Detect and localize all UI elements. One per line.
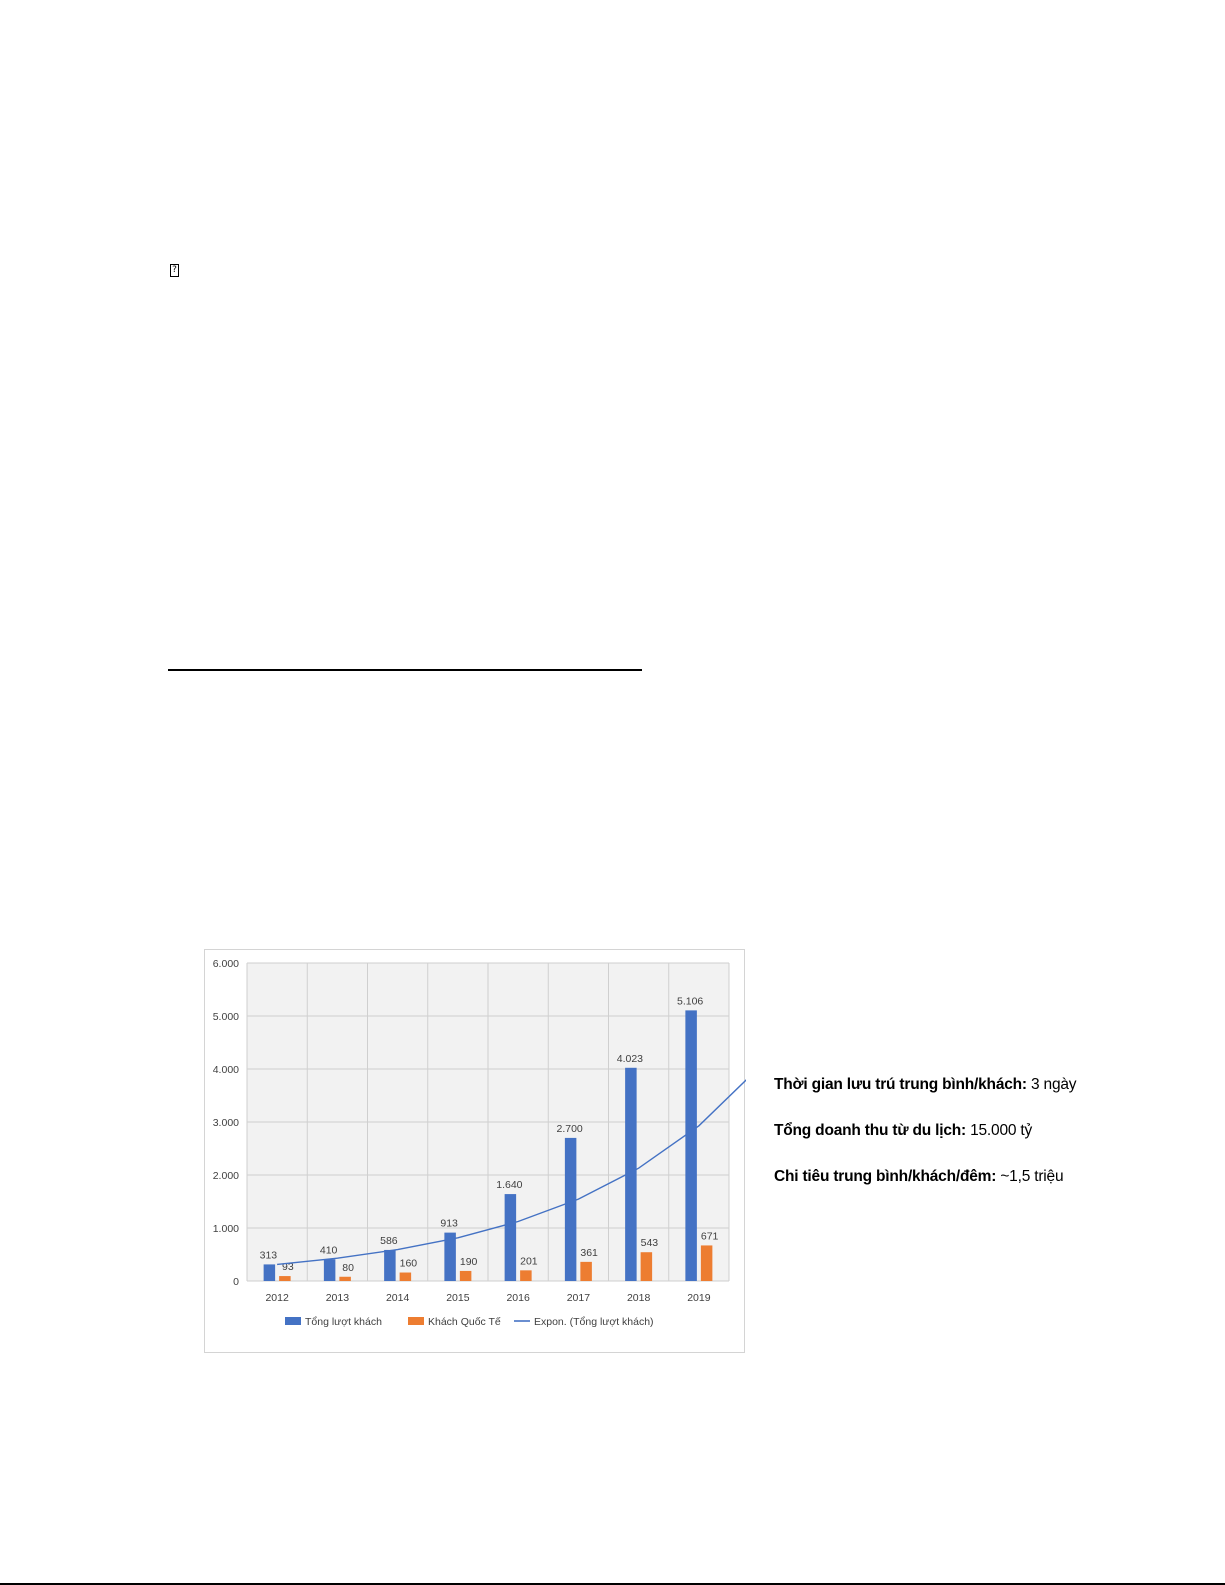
bar-tong-luot-khach bbox=[685, 1010, 697, 1281]
note-value: 15.000 tỷ bbox=[970, 1122, 1033, 1139]
bar-tong-luot-khach bbox=[324, 1259, 336, 1281]
data-label-khach-quoc-te: 190 bbox=[459, 1255, 478, 1268]
data-label-khach-quoc-te: 80 bbox=[342, 1261, 354, 1274]
bar-khach-quoc-te bbox=[520, 1270, 532, 1281]
bar-tong-luot-khach bbox=[565, 1138, 577, 1281]
data-label-tong-luot-khach: 913 bbox=[440, 1217, 458, 1230]
legend-label-trendline: Expon. (Tổng lượt khách) bbox=[534, 1316, 654, 1328]
note-stay-duration bbox=[774, 1075, 1086, 1095]
note-value: 3 ngày bbox=[1031, 1076, 1077, 1093]
data-label-tong-luot-khach: 5.106 bbox=[676, 995, 704, 1008]
bar-tong-luot-khach bbox=[264, 1264, 276, 1281]
x-tick-label: 2012 bbox=[265, 1292, 289, 1304]
y-tick-label: 5.000 bbox=[212, 1011, 239, 1023]
x-tick-label: 2016 bbox=[506, 1292, 530, 1304]
summary-notes bbox=[774, 1075, 1086, 1213]
y-tick-label: 0 bbox=[233, 1276, 239, 1288]
bar-khach-quoc-te bbox=[641, 1252, 653, 1281]
y-tick-label: 3.000 bbox=[212, 1117, 239, 1129]
data-label-khach-quoc-te: 93 bbox=[282, 1261, 294, 1274]
note-label: Tổng doanh thu từ du lịch: bbox=[774, 1122, 966, 1139]
data-label-khach-quoc-te: 361 bbox=[580, 1246, 598, 1259]
y-tick-label: 4.000 bbox=[212, 1064, 239, 1076]
data-label-khach-quoc-te: 671 bbox=[700, 1230, 719, 1243]
legend-label-tong-luot-khach: Tổng lượt khách bbox=[305, 1316, 382, 1328]
missing-glyph-box: ? bbox=[170, 264, 179, 277]
data-label-khach-quoc-te: 201 bbox=[520, 1255, 538, 1268]
data-label-tong-luot-khach: 4.023 bbox=[616, 1052, 644, 1065]
legend-swatch-tong-luot-khach bbox=[285, 1317, 301, 1325]
bar-tong-luot-khach bbox=[505, 1194, 517, 1281]
note-label: Thời gian lưu trú trung bình/khách: bbox=[774, 1076, 1027, 1093]
note-label: Chi tiêu trung bình/khách/đêm: bbox=[774, 1168, 997, 1185]
note-value: ~1,5 triệu bbox=[1000, 1168, 1064, 1185]
data-label-tong-luot-khach: 1.640 bbox=[496, 1179, 523, 1192]
x-tick-label: 2017 bbox=[566, 1292, 591, 1304]
tourism-figure bbox=[204, 949, 1086, 1353]
bar-tong-luot-khach bbox=[384, 1250, 396, 1281]
y-tick-label: 1.000 bbox=[212, 1223, 239, 1235]
data-label-tong-luot-khach: 2.700 bbox=[556, 1122, 583, 1135]
x-tick-label: 2018 bbox=[626, 1292, 651, 1304]
x-tick-label: 2014 bbox=[385, 1292, 410, 1304]
x-tick-label: 2015 bbox=[446, 1292, 470, 1304]
y-tick-label: 6.000 bbox=[212, 958, 239, 970]
bar-khach-quoc-te bbox=[279, 1276, 291, 1281]
legend-label-khach-quoc-te: Khách Quốc Tế bbox=[428, 1316, 501, 1328]
bar-khach-quoc-te bbox=[580, 1262, 592, 1281]
data-label-khach-quoc-te: 543 bbox=[640, 1237, 659, 1250]
bar-khach-quoc-te bbox=[701, 1245, 713, 1281]
visitor-bar-chart bbox=[205, 950, 746, 1354]
legend-swatch-khach-quoc-te bbox=[408, 1317, 424, 1325]
x-tick-label: 2013 bbox=[325, 1292, 350, 1304]
y-tick-label: 2.000 bbox=[212, 1170, 239, 1182]
bar-khach-quoc-te bbox=[460, 1271, 472, 1281]
bar-khach-quoc-te bbox=[400, 1273, 412, 1281]
bar-khach-quoc-te bbox=[339, 1277, 351, 1281]
data-label-tong-luot-khach: 410 bbox=[319, 1244, 338, 1257]
note-tourism-revenue bbox=[774, 1121, 1086, 1141]
data-label-tong-luot-khach: 586 bbox=[380, 1234, 398, 1247]
data-label-tong-luot-khach: 313 bbox=[259, 1249, 278, 1262]
x-tick-label: 2019 bbox=[687, 1292, 711, 1304]
note-spending-per-night bbox=[774, 1167, 1086, 1187]
horizontal-rule bbox=[168, 669, 642, 671]
chart-panel bbox=[204, 949, 745, 1353]
data-label-khach-quoc-te: 160 bbox=[399, 1257, 418, 1270]
